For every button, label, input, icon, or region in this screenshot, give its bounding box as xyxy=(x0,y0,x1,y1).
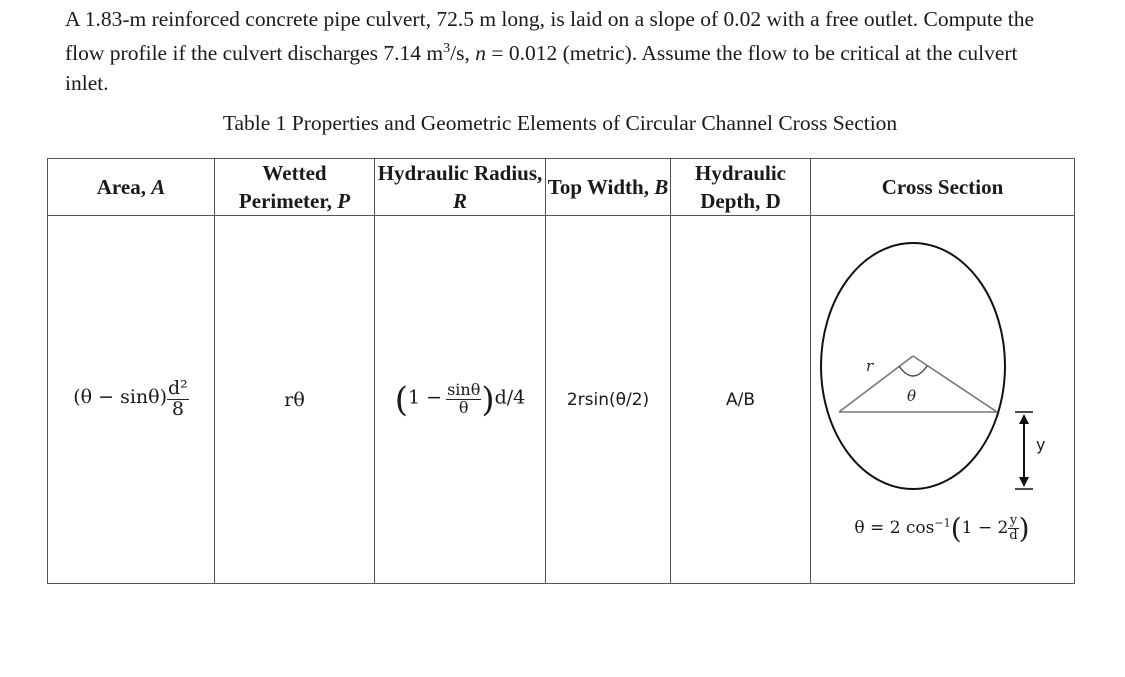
table-header-row xyxy=(48,159,1075,216)
radius-fraction: $\frac{\sin\theta}{\theta}$ xyxy=(447,380,481,417)
header-area: Area, A xyxy=(48,159,215,216)
problem-text-segment: A 1.83-m reinforced concrete pipe culvert, 72.5 m long, is laid on a slope of 0.02 with a free outlet. Compute the flow profile if the culvert discharges 7.14 m xyxy=(65,7,1035,66)
label-y: y xyxy=(1036,435,1046,454)
properties-table xyxy=(47,158,1075,584)
cross-section-diagram xyxy=(811,216,1073,583)
area-fraction: $\frac{\text{d²}}{8}$ xyxy=(168,377,188,420)
depth-arrow-head-bottom xyxy=(1019,477,1029,487)
problem-statement xyxy=(65,4,1065,98)
header-cross-section: Cross Section xyxy=(811,159,1075,216)
cell-area-formula xyxy=(48,216,215,584)
problem-text-segment: n xyxy=(475,41,486,66)
area-left: (θ − sinθ) xyxy=(73,386,167,409)
label-r: r xyxy=(866,357,874,375)
radius-line-right xyxy=(913,356,997,412)
cell-hydraulic-depth-formula: A/B xyxy=(671,216,811,584)
header-hydraulic-depth: Hydraulic Depth, D xyxy=(671,159,811,216)
header-wetted-perimeter: Wetted Perimeter, P xyxy=(215,159,375,216)
pipe-circle xyxy=(821,243,1005,489)
radius-line-left xyxy=(839,356,913,412)
header-top-width: Top Width, B xyxy=(546,159,671,216)
problem-text-segment: /s, xyxy=(450,41,476,66)
cell-perimeter-formula: rθ xyxy=(215,216,375,584)
header-hydraulic-radius: Hydraulic Radius, R xyxy=(375,159,546,216)
circle-section-drawing xyxy=(811,216,1073,516)
angle-arc xyxy=(899,366,927,376)
cell-top-width-formula: 2rsin(θ/2) xyxy=(546,216,671,584)
theta-fraction: $\frac{y}{d}$ xyxy=(1009,513,1018,543)
problem-text-segment: = 0.012 (metric). Assume the flow to be critical at the culvert inlet. xyxy=(65,41,1018,96)
table-caption: Table 1 Properties and Geometric Elements of Circular Channel Cross Section xyxy=(222,111,898,135)
theta-formula: θ = 2 $\cos^{-1}(1 - 2$ $\frac{y}{d}$ ) xyxy=(854,512,1030,545)
cell-radius-formula: (1 − $\frac{\sin\theta}{\theta}$ )d/4 xyxy=(375,216,546,584)
label-theta: θ xyxy=(907,387,917,405)
table-row xyxy=(48,216,1075,584)
cell-cross-section xyxy=(811,216,1075,584)
depth-arrow-head-top xyxy=(1019,414,1029,424)
problem-text-segment: 3 xyxy=(443,41,451,56)
